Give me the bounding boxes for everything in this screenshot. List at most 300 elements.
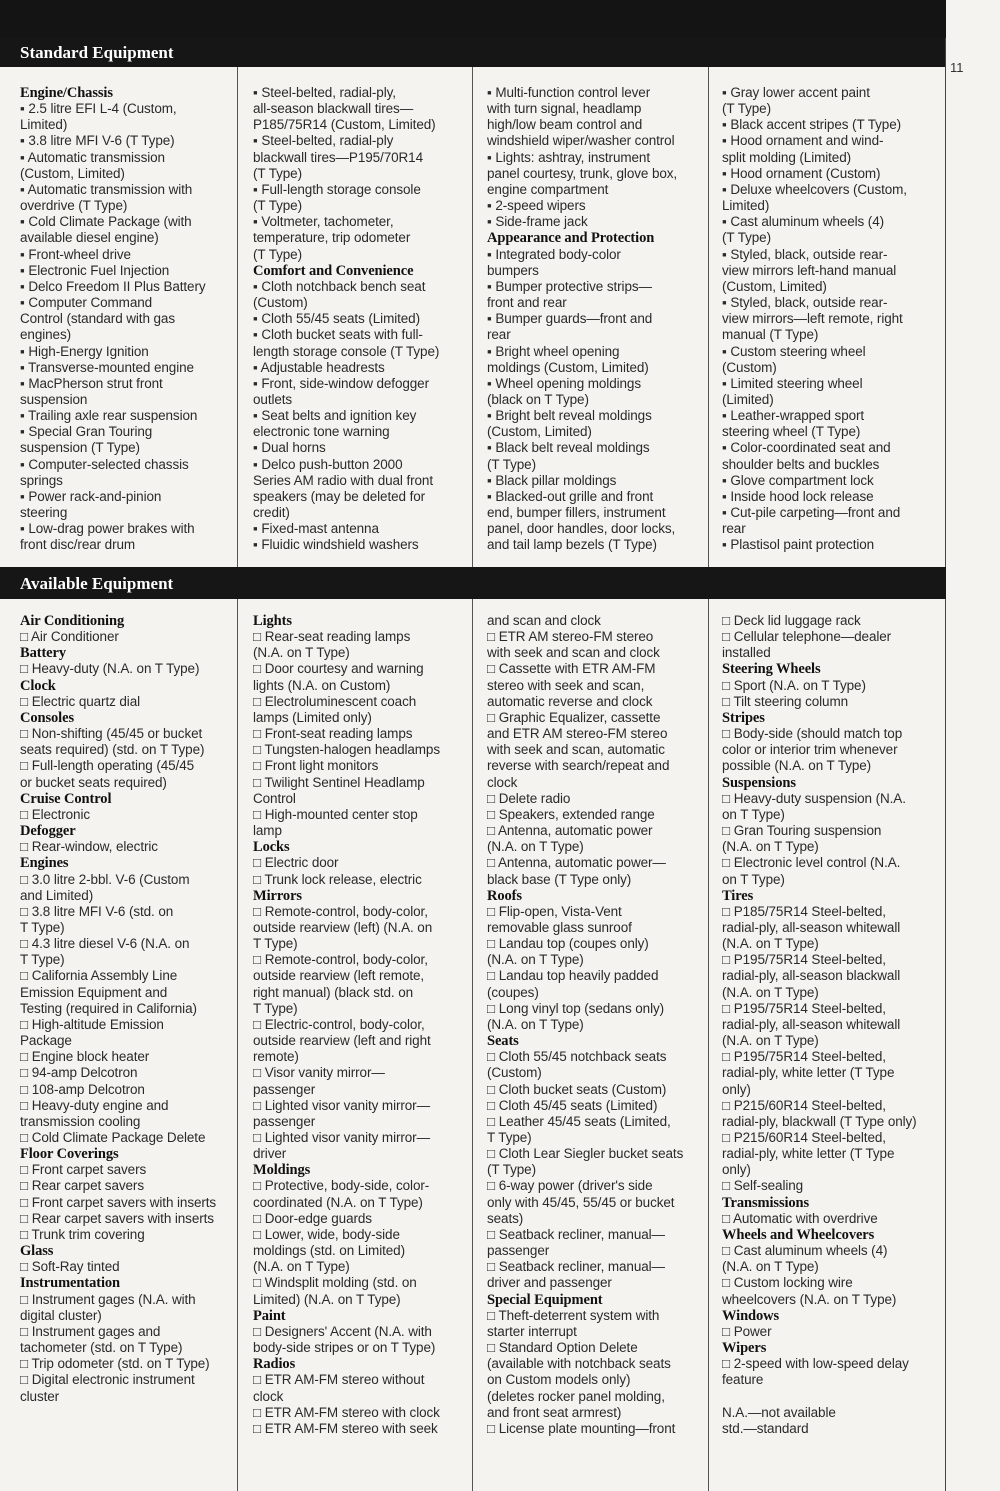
checkbox-square-icon: □ (253, 1178, 265, 1194)
list-item-continuation (20, 742, 235, 758)
item-text: Seatback recliner, manual— (498, 1259, 665, 1275)
item-text: Speakers, extended range (498, 806, 655, 822)
item-text: body-side stripes or on T Type) (253, 1340, 436, 1356)
list-item (20, 629, 235, 645)
list-item-continuation (253, 823, 468, 839)
checkbox-square-icon: □ (20, 1210, 32, 1226)
bullet-square-icon: ▪ (253, 181, 262, 197)
list-item (722, 295, 937, 311)
item-text: steering wheel (T Type) (722, 424, 861, 440)
list-item-continuation (487, 1130, 702, 1146)
list-item (722, 855, 937, 871)
item-text: engine compartment (487, 181, 609, 197)
list-item (722, 473, 937, 489)
list-item-continuation (722, 758, 937, 774)
item-text: Cellular telephone—dealer (733, 629, 892, 645)
checkbox-square-icon: □ (20, 629, 31, 645)
list-item (487, 247, 702, 263)
item-text: on T Type) (722, 871, 785, 887)
item-text: Delco Freedom II Plus Battery (28, 278, 206, 294)
list-item-continuation (722, 1082, 937, 1098)
checkbox-square-icon: □ (253, 693, 265, 709)
list-item-continuation (253, 1259, 468, 1275)
checkbox-square-icon: □ (722, 1000, 734, 1016)
list-item (253, 629, 468, 645)
item-text: Door courtesy and warning (264, 661, 424, 677)
checkbox-square-icon: □ (487, 1000, 499, 1016)
list-item (20, 1082, 235, 1098)
checkbox-square-icon: □ (20, 1259, 32, 1275)
list-item (487, 85, 702, 101)
list-item (20, 1372, 235, 1388)
list-item-continuation (20, 952, 235, 968)
bullet-square-icon: ▪ (20, 214, 29, 230)
item-text: Front carpet savers with inserts (31, 1194, 217, 1210)
list-item-continuation (487, 505, 702, 521)
item-text: only) (722, 1081, 751, 1097)
category-heading (20, 1275, 235, 1291)
list-item (722, 117, 937, 133)
item-text: Cloth 55/45 notchback seats (498, 1049, 667, 1065)
item-text: ETR AM-FM stereo with clock (264, 1404, 440, 1420)
bullet-square-icon: ▪ (487, 472, 496, 488)
item-text: Door-edge guards (264, 1210, 372, 1226)
list-item (20, 968, 235, 984)
list-item-continuation (487, 263, 702, 279)
item-text: Lights: ashtray, instrument (495, 149, 650, 165)
list-item-continuation (487, 537, 702, 553)
checkbox-square-icon: □ (487, 1340, 499, 1356)
checkbox-square-icon: □ (487, 709, 499, 725)
list-item (20, 408, 235, 424)
item-text: 3.0 litre 2-bbl. V-6 (Custom (31, 871, 190, 887)
item-text: N.A.—not available (722, 1404, 836, 1420)
list-item (487, 855, 702, 871)
item-text: steering (20, 505, 68, 521)
list-item (253, 182, 468, 198)
item-text: Low-drag power brakes with (28, 521, 195, 537)
list-item (722, 408, 937, 424)
list-item-continuation (722, 263, 937, 279)
checkbox-square-icon: □ (253, 742, 265, 758)
category-heading (722, 1195, 937, 1211)
item-text: Self-sealing (733, 1178, 804, 1194)
list-item-continuation (722, 1146, 937, 1162)
bullet-square-icon: ▪ (722, 246, 731, 262)
item-text: Black pillar moldings (495, 472, 617, 488)
item-text: (available with notchback seats (487, 1356, 671, 1372)
list-item-continuation (20, 505, 235, 521)
item-text: outside rearview (left) (N.A. on (253, 919, 433, 935)
list-item (253, 133, 468, 149)
item-text: (coupes) (487, 984, 539, 1000)
list-item (487, 376, 702, 392)
category-heading (253, 1308, 468, 1324)
bullet-square-icon: ▪ (722, 181, 731, 197)
item-text: Front light monitors (264, 758, 379, 774)
item-text: shoulder belts and buckles (722, 456, 880, 472)
item-text: MacPherson strut front (28, 375, 163, 391)
category-heading (253, 263, 468, 279)
list-item (487, 311, 702, 327)
bullet-square-icon: ▪ (487, 278, 496, 294)
available-equipment-header: Available Equipment (0, 567, 946, 599)
item-text: transmission cooling (20, 1113, 141, 1129)
list-item (722, 505, 937, 521)
list-item-continuation (253, 1243, 468, 1259)
list-item-continuation (722, 1017, 937, 1033)
item-text: License plate mounting—front (498, 1420, 676, 1436)
bullet-square-icon: ▪ (487, 214, 496, 230)
list-item-continuation (487, 1243, 702, 1259)
list-item-continuation (722, 198, 937, 214)
item-text: radial-ply, all-season whitewall (722, 1016, 901, 1032)
checkbox-square-icon: □ (20, 1356, 32, 1372)
list-item (253, 1405, 468, 1421)
list-item-continuation (20, 1389, 235, 1405)
category-heading (20, 1146, 235, 1162)
list-item (20, 101, 235, 117)
checkbox-square-icon: □ (722, 677, 734, 693)
checkbox-square-icon: □ (487, 1259, 499, 1275)
item-text: speakers (may be deleted for (253, 488, 426, 504)
bullet-square-icon: ▪ (20, 149, 28, 165)
item-text: bumpers (487, 262, 539, 278)
list-item (253, 1324, 468, 1340)
item-text: (Limited) (722, 391, 774, 407)
list-item (722, 694, 937, 710)
bullet-square-icon: ▪ (722, 295, 731, 311)
item-text: Cloth 55/45 seats (Limited) (261, 311, 420, 327)
category-heading (487, 230, 702, 246)
list-item-continuation (722, 920, 937, 936)
list-item-continuation (20, 473, 235, 489)
list-item-continuation (722, 1162, 937, 1178)
list-item (722, 489, 937, 505)
item-text: Limited) (20, 117, 68, 133)
list-item-continuation (487, 457, 702, 473)
list-item (253, 1098, 468, 1114)
list-item-continuation (487, 1211, 702, 1227)
checkbox-square-icon: □ (253, 1275, 265, 1291)
item-text: P195/75R14 Steel-belted, (733, 952, 886, 968)
item-text: Engine block heater (31, 1049, 150, 1065)
bullet-square-icon: ▪ (253, 456, 262, 472)
list-item-continuation (253, 392, 468, 408)
bullet-square-icon: ▪ (722, 488, 731, 504)
item-text: radial-ply, all-season whitewall (722, 919, 901, 935)
checkbox-square-icon: □ (722, 726, 734, 742)
item-text: Rear carpet savers with inserts (31, 1210, 214, 1226)
item-text: Stripes (722, 709, 765, 726)
item-text: installed (722, 645, 771, 661)
checkbox-square-icon: □ (253, 758, 265, 774)
list-item (20, 489, 235, 505)
item-text: Antenna, automatic power (497, 823, 653, 839)
bullet-square-icon: ▪ (253, 278, 262, 294)
item-text: (Custom) (253, 295, 308, 311)
item-text: (T Type) (253, 165, 302, 181)
list-item-continuation (487, 1065, 702, 1081)
list-item-continuation (487, 1162, 702, 1178)
column-divider (472, 67, 473, 567)
bullet-square-icon: ▪ (20, 408, 29, 424)
list-item-continuation (487, 694, 702, 710)
item-text: Heavy-duty engine and (31, 1097, 169, 1113)
list-item-continuation (722, 936, 937, 952)
list-item-continuation (487, 839, 702, 855)
list-item (487, 214, 702, 230)
item-text: Steel-belted, radial-ply, (261, 85, 396, 100)
item-text: color or interior trim whenever (722, 742, 898, 758)
item-text: Full-length storage console (261, 181, 421, 197)
list-item (20, 1162, 235, 1178)
checkbox-square-icon: □ (253, 1016, 265, 1032)
bullet-square-icon: ▪ (20, 488, 29, 504)
item-text: Trunk lock release, electric (264, 871, 422, 887)
item-text: (T Type) (487, 1162, 536, 1178)
category-heading (20, 823, 235, 839)
bullet-square-icon: ▪ (253, 440, 262, 456)
list-item-continuation (487, 1389, 702, 1405)
item-text: Digital electronic instrument (31, 1372, 195, 1388)
item-text: with seek and scan, automatic (487, 742, 665, 758)
bullet-square-icon: ▪ (20, 133, 29, 149)
checkbox-square-icon: □ (20, 1130, 32, 1145)
list-item-continuation (722, 424, 937, 440)
bullet-square-icon: ▪ (722, 133, 731, 149)
category-heading (722, 1308, 937, 1324)
list-item (722, 166, 937, 182)
list-item-continuation (20, 117, 235, 133)
item-text: Heavy-duty (N.A. on T Type) (31, 661, 200, 677)
item-text: (T Type) (487, 456, 536, 472)
list-item (20, 376, 235, 392)
bullet-square-icon: ▪ (722, 117, 731, 133)
item-text: Trunk trim covering (31, 1226, 145, 1242)
item-text: Electroluminescent coach (264, 693, 417, 709)
item-text: Custom locking wire (733, 1275, 853, 1291)
item-text: Cloth notchback bench seat (261, 278, 426, 294)
checkbox-square-icon: □ (722, 629, 734, 645)
item-text: P185/75R14 Steel-belted, (733, 903, 886, 919)
item-text: driver and passenger (487, 1275, 612, 1291)
item-text: Theft-deterrent system with (498, 1307, 660, 1323)
checkbox-square-icon: □ (20, 1194, 32, 1210)
category-heading (20, 85, 235, 101)
checkbox-square-icon: □ (722, 1356, 734, 1372)
item-text: suspension (20, 391, 88, 407)
list-item-continuation (253, 1082, 468, 1098)
item-text: black base (T Type only) (487, 871, 632, 887)
bullet-square-icon: ▪ (20, 246, 29, 262)
item-text: Electronic Fuel Injection (28, 262, 170, 278)
item-text: 3.8 litre MFI V-6 (T Type) (28, 133, 175, 149)
checkbox-square-icon: □ (487, 661, 499, 677)
item-text: ETR AM stereo-FM stereo (498, 629, 654, 645)
checkbox-square-icon: □ (20, 1178, 32, 1194)
category-heading (722, 661, 937, 677)
item-text: view mirrors left-hand manual (722, 262, 897, 278)
bullet-square-icon: ▪ (20, 295, 29, 311)
checkbox-square-icon: □ (487, 1420, 499, 1436)
item-text: Hood ornament (Custom) (730, 165, 881, 181)
item-text: Lights (253, 613, 292, 629)
list-item-continuation (487, 645, 702, 661)
list-item (253, 376, 468, 392)
list-item-continuation (20, 537, 235, 553)
checkbox-square-icon: □ (20, 1016, 32, 1032)
bullet-square-icon: ▪ (487, 343, 496, 359)
category-heading (722, 710, 937, 726)
list-item-continuation (20, 1308, 235, 1324)
checkbox-square-icon: □ (722, 823, 734, 839)
item-text: Cold Climate Package Delete (31, 1130, 206, 1145)
list-item (487, 1049, 702, 1065)
list-item (20, 1227, 235, 1243)
item-text: lamps (Limited only) (253, 709, 372, 725)
list-item (487, 629, 702, 645)
list-item (20, 295, 235, 311)
checkbox-square-icon: □ (20, 936, 32, 952)
bullet-square-icon: ▪ (20, 456, 29, 472)
item-text: Cruise Control (20, 790, 112, 807)
list-item (487, 1146, 702, 1162)
list-item-continuation (487, 758, 702, 774)
list-item-continuation (487, 985, 702, 1001)
checkbox-square-icon: □ (253, 629, 265, 645)
list-item-continuation (253, 985, 468, 1001)
category-heading (20, 645, 235, 661)
legend-note (722, 1421, 937, 1437)
checkbox-square-icon: □ (20, 726, 32, 742)
list-item (722, 823, 937, 839)
list-item (487, 1082, 702, 1098)
category-heading (722, 775, 937, 791)
item-text: Defogger (20, 823, 76, 840)
item-text: engines) (20, 327, 71, 343)
item-text: Steel-belted, radial-ply (261, 133, 394, 149)
item-text: Leather-wrapped sport (730, 408, 865, 424)
item-text: Graphic Equalizer, cassette (498, 709, 661, 725)
list-item-continuation (722, 279, 937, 295)
list-item-continuation (253, 489, 468, 505)
item-text: Control (253, 790, 296, 806)
category-heading (253, 1162, 468, 1178)
list-item (20, 263, 235, 279)
checkbox-square-icon: □ (487, 1226, 499, 1242)
list-item (20, 214, 235, 230)
item-text: (Custom) (487, 1065, 542, 1081)
list-item-continuation (722, 311, 937, 327)
item-text: Suspensions (722, 774, 796, 791)
list-item-continuation (722, 645, 937, 661)
item-text: and front seat armrest) (487, 1404, 622, 1420)
list-item (487, 1098, 702, 1114)
list-item (722, 726, 937, 742)
item-text: Antenna, automatic power— (497, 855, 666, 871)
list-item (722, 537, 937, 553)
list-item (20, 661, 235, 677)
bullet-square-icon: ▪ (253, 359, 261, 375)
list-item (253, 661, 468, 677)
right-border (945, 38, 946, 1491)
item-text: radial-ply, white letter (T Type (722, 1146, 895, 1162)
bullet-square-icon: ▪ (20, 424, 29, 440)
list-item (253, 279, 468, 295)
item-text: radial-ply, blackwall (T Type only) (722, 1113, 917, 1129)
column-divider (472, 599, 473, 1491)
list-item (20, 1211, 235, 1227)
list-item (253, 855, 468, 871)
available-column-2 (253, 613, 468, 1437)
list-item-continuation (487, 952, 702, 968)
category-heading (20, 710, 235, 726)
item-text: Cloth Lear Siegler bucket seats (498, 1146, 684, 1162)
item-text: T Type) (253, 936, 298, 952)
item-text: rear (722, 521, 746, 537)
list-item (20, 133, 235, 149)
list-item (722, 629, 937, 645)
item-text: Electric door (264, 855, 339, 871)
list-item-continuation (487, 182, 702, 198)
list-item (487, 791, 702, 807)
list-item (487, 936, 702, 952)
item-text: suspension (T Type) (20, 440, 140, 456)
item-text: Flip-open, Vista-Vent (498, 903, 622, 919)
item-text: driver (253, 1146, 287, 1162)
item-text: seats required) (std. on T Type) (20, 742, 205, 758)
list-item-continuation (722, 1259, 937, 1275)
bullet-square-icon: ▪ (20, 181, 28, 197)
list-item (253, 360, 468, 376)
item-text: rear (487, 327, 511, 343)
checkbox-square-icon: □ (20, 1049, 32, 1065)
list-item (253, 1275, 468, 1291)
list-item-continuation (253, 1195, 468, 1211)
list-item-continuation (722, 521, 937, 537)
checkbox-square-icon: □ (722, 1097, 734, 1113)
item-text: and Limited) (20, 887, 94, 903)
list-item-continuation (487, 166, 702, 182)
checkbox-square-icon: □ (20, 903, 32, 919)
item-text: P185/75R14 (Custom, Limited) (253, 117, 436, 133)
list-item-continuation (722, 807, 937, 823)
list-item-continuation (253, 968, 468, 984)
list-item (253, 1178, 468, 1194)
item-text: Delco push-button 2000 (261, 456, 403, 472)
item-text: Remote-control, body-color, (264, 952, 428, 968)
item-text: front disc/rear drum (20, 537, 136, 553)
bullet-square-icon: ▪ (20, 262, 29, 278)
list-item (253, 85, 468, 101)
item-text: High-Energy Ignition (28, 343, 149, 359)
item-text: blackwall tires—P195/70R14 (253, 149, 423, 165)
list-item (722, 1275, 937, 1291)
item-text: Front carpet savers (31, 1162, 147, 1178)
item-text: Gran Touring suspension (733, 823, 882, 839)
item-text: Rear-seat reading lamps (264, 629, 411, 645)
item-text: (T Type) (253, 198, 302, 214)
item-text: radial-ply, white letter (T Type (722, 1065, 895, 1081)
list-item-continuation (487, 392, 702, 408)
item-text: Transmissions (722, 1194, 810, 1211)
checkbox-square-icon: □ (487, 790, 499, 806)
item-text: Fluidic windshield washers (261, 537, 419, 553)
item-text: 2.5 litre EFI L-4 (Custom, (28, 101, 177, 117)
item-text: Cloth 45/45 seats (Limited) (498, 1097, 658, 1113)
item-text: radial-ply, all-season blackwall (722, 968, 901, 984)
